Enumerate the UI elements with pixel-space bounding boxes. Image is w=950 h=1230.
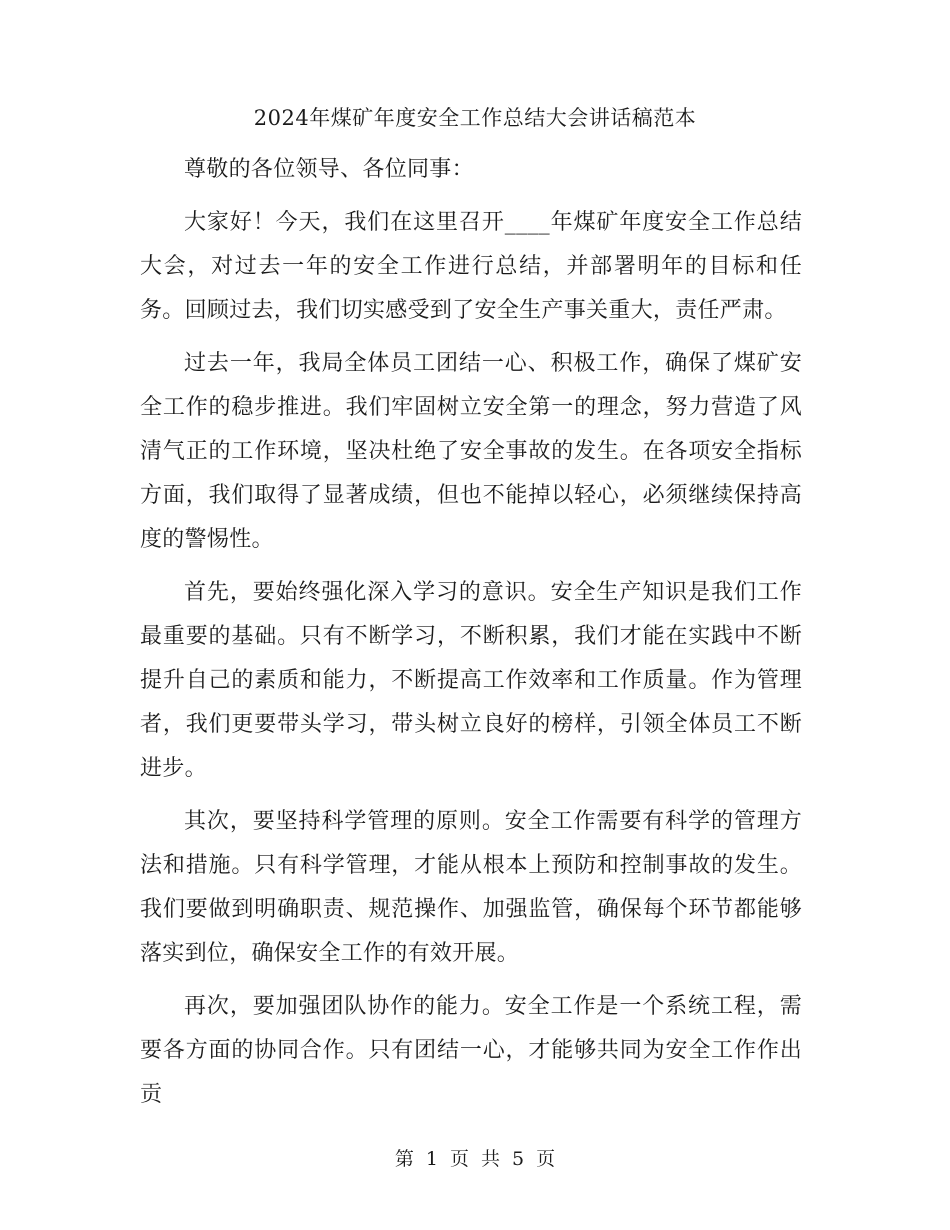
page-footer: 第 1 页 共 5 页 bbox=[394, 1148, 556, 1170]
review-paragraph: 过去一年，我局全体员工团结一心、积极工作，确保了煤矿安全工作的稳步推进。我们牢固树立安全第一的理念，努力营造了风清气正的工作环境，坚决杜绝了安全事故的发生。在各项安全指标方面，我们取得了显著成绩，但也不能掉以轻心，必须继续保持高度的警惕性。 bbox=[140, 351, 802, 552]
first-point-paragraph: 首先，要始终强化深入学习的意识。安全生产知识是我们工作最重要的基础。只有不断学习，不断积累，我们才能在实践中不断提升自己的素质和能力，不断提高工作效率和工作质量。作为管理者，我们更要带头学习，带头树立良好的榜样，引领全体员工不断进步。 bbox=[140, 580, 802, 781]
document-body bbox=[140, 148, 802, 1126]
third-point-paragraph: 再次，要加强团队协作的能力。安全工作是一个系统工程，需要各方面的协同合作。只有团结一心，才能够共同为安全工作作出贡 bbox=[140, 994, 802, 1107]
salutation-paragraph: 尊敬的各位领导、各位同事： bbox=[184, 157, 474, 182]
opening-paragraph: 大家好！今天，我们在这里召开____年煤矿年度安全工作总结大会，对过去一年的安全工作进行总结，并部署明年的目标和任务。回顾过去，我们切实感受到了安全生产事关重大，责任严肃。 bbox=[140, 210, 802, 323]
document-title: 2024年煤矿年度安全工作总结大会讲话稿范本 bbox=[253, 106, 697, 130]
second-point-paragraph: 其次，要坚持科学管理的原则。安全工作需要有科学的管理方法和措施。只有科学管理，才能从根本上预防和控制事故的发生。我们要做到明确职责、规范操作、加强监管，确保每个环节都能够落实到位，确保安全工作的有效开展。 bbox=[140, 809, 802, 966]
